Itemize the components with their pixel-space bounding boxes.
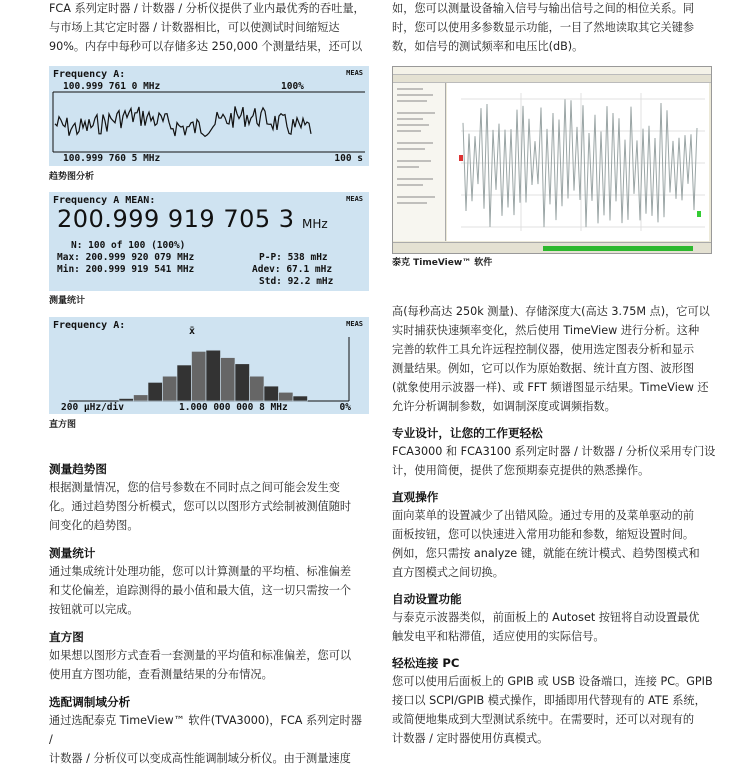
section-heading: 专业设计，让您的工作更轻松 bbox=[392, 426, 543, 440]
section-line: 直方图模式之间切换。 bbox=[392, 566, 504, 579]
section-heading: 自动设置功能 bbox=[392, 592, 462, 606]
section-line: 例如，您只需按 analyze 键，就能在统计模式、趋势图模式和 bbox=[392, 547, 700, 560]
section-line: 如果想以图形方式查看一套测量的平均值和标准偏差，您可以 bbox=[49, 649, 352, 662]
section-line: 计数器 / 定时器使用仿真模式。 bbox=[392, 732, 549, 745]
section-line: 或简便地集成到大型测试系统中。在需要时，还可以对现有的 bbox=[392, 713, 695, 726]
histogram-bar bbox=[279, 392, 294, 401]
stats-display bbox=[49, 192, 369, 291]
section-heading: 测量统计 bbox=[49, 546, 96, 560]
trend-bottom-value: 100.999 760 5 MHz bbox=[63, 153, 161, 164]
section-line: 面向菜单的设置减少了出错风险。通过专用的及菜单驱动的前 bbox=[392, 509, 695, 522]
trend-bottom-time: 100 s bbox=[334, 153, 363, 164]
section-line: 使用直方图功能，查看测量结果的分布情况。 bbox=[49, 668, 273, 681]
section-line: 和艾伦偏差，追踪测得的最小值和最大值，这一切只需按一个 bbox=[49, 584, 352, 597]
section-heading: 选配调制域分析 bbox=[49, 695, 131, 709]
hist-meas: MEAS bbox=[346, 320, 363, 328]
tv-side-panel bbox=[393, 83, 446, 241]
body-line: 完善的软件工具允许远程控制仪器，使用选定图表分析和显示 bbox=[392, 343, 695, 356]
trend-plot bbox=[49, 66, 369, 166]
hist-title: Frequency A: bbox=[53, 320, 126, 331]
section-line: 间变化的趋势图。 bbox=[49, 519, 139, 532]
stats-big-value: 200.999 919 705 3 bbox=[57, 205, 295, 233]
body-line: 测量结果。例如，它可以作为原始数据、统计直方图、波形图 bbox=[392, 362, 695, 375]
tv-statusbar bbox=[393, 242, 711, 254]
intro-line: 数，如信号的测试频率和电压比(dB)。 bbox=[392, 40, 584, 53]
hist-pct: 0% bbox=[339, 402, 351, 413]
left-sections bbox=[49, 461, 369, 768]
section-line: FCA3000 和 FCA3100 系列定时器 / 计数器 / 分析仪采用专门设 bbox=[392, 445, 716, 458]
stats-pp: P-P: 538 mHz bbox=[259, 252, 328, 263]
stats-max: Max: 200.999 920 079 MHz bbox=[57, 252, 195, 263]
section-line: 接口以 SCPI/GPIB 模式操作，即插即用代替现有的 ATE 系统， bbox=[392, 694, 706, 707]
section-line: 计，使用简便，提供了您预期泰克提供的熟悉操作。 bbox=[392, 464, 650, 477]
intro-line: 与市场上其它定时器 / 计数器相比，可以使测试时间缩短达 bbox=[49, 21, 340, 34]
tv-menubar bbox=[393, 67, 711, 75]
tv-caption: 泰克 TimeView™ 软件 bbox=[392, 258, 493, 268]
histogram-bar bbox=[221, 358, 236, 401]
trend-meas: MEAS bbox=[346, 69, 363, 77]
section-line: 触发电平和粘滞值，适应使用的实际信号。 bbox=[392, 630, 605, 643]
histogram-bar bbox=[264, 386, 279, 401]
tv-plot-area bbox=[447, 83, 709, 241]
stats-min: Min: 200.999 919 541 MHz bbox=[57, 264, 195, 275]
trend-top-pct: 100% bbox=[281, 81, 304, 92]
stats-n: N: 100 of 100 (100%) bbox=[71, 240, 186, 251]
section-line: 通过选配泰克 TimeView™ 软件(TVA3000)，FCA 系列定时器 / bbox=[49, 714, 362, 746]
body-line: 实时捕获快速频率变化，然后使用 TimeView 进行分析。这种 bbox=[392, 324, 700, 337]
section-line: 与泰克示波器类似，前面板上的 Autoset 按钮将自动设置最优 bbox=[392, 611, 700, 624]
histogram-bar bbox=[177, 365, 192, 401]
histogram-plot bbox=[49, 317, 369, 414]
body-line: (就象使用示波器一样)、或 FFT 频谱图显示结果。TimeView 还 bbox=[392, 381, 709, 394]
intro-line: 如，您可以测量设备输入信号与输出信号之间的相位关系。同 bbox=[392, 2, 695, 15]
section-line: 面板按钮，您可以快速进入常用功能和参数，缩短设置时间。 bbox=[392, 528, 695, 541]
hist-scale: 200 µHz/div bbox=[61, 402, 124, 413]
section-line: 根据测量情况，您的信号参数在不同时点之间可能会发生变 bbox=[49, 481, 340, 494]
trend-display bbox=[49, 66, 369, 166]
trend-caption: 趋势图分析 bbox=[49, 172, 95, 182]
hist-marker: x̄ bbox=[189, 326, 196, 337]
intro-line: 90%。内存中每秒可以存储多达 250,000 个测量结果，还可以 bbox=[49, 40, 363, 53]
intro-line: 时，您可以使用多参数显示功能，一目了然地读取其它关键参 bbox=[392, 21, 695, 34]
stats-std: Std: 92.2 mHz bbox=[259, 276, 334, 287]
hist-center: 1.000 000 000 8 MHz bbox=[179, 402, 288, 413]
section-line: 按钮就可以完成。 bbox=[49, 603, 139, 616]
histogram-bar bbox=[250, 376, 265, 401]
trend-top-value: 100.999 761 0 MHz bbox=[63, 81, 161, 92]
histogram-bar bbox=[163, 376, 178, 401]
intro-line: FCA 系列定时器 / 计数器 / 分析仪提供了业内最优秀的吞吐量， bbox=[49, 2, 365, 15]
trend-title: Frequency A: bbox=[53, 69, 126, 80]
section-heading: 直方图 bbox=[49, 630, 84, 644]
histogram-bar bbox=[235, 364, 250, 401]
histogram-bar bbox=[293, 396, 308, 401]
stats-title: Frequency A MEAN: bbox=[53, 195, 156, 206]
section-line: 通过集成统计处理功能，您可以计算测量的平均植、标准偏差 bbox=[49, 565, 352, 578]
stats-unit: MHz bbox=[302, 217, 328, 231]
hist-caption: 直方图 bbox=[49, 420, 77, 430]
histogram-bar bbox=[206, 350, 221, 401]
tv-toolbar bbox=[393, 75, 711, 83]
section-heading: 测量趋势图 bbox=[49, 462, 107, 476]
stats-adev: Adev: 67.1 mHz bbox=[252, 264, 333, 275]
histogram-bar bbox=[119, 399, 134, 402]
left-intro bbox=[49, 0, 369, 56]
section-line: 化。通过趋势图分析模式，您可以以图形方式绘制被测值随时 bbox=[49, 500, 352, 513]
right-intro bbox=[392, 0, 717, 56]
body-line: 允许分析调制参数，如调制深度或调频指数。 bbox=[392, 400, 616, 413]
histogram-display bbox=[49, 317, 369, 414]
histogram-bar bbox=[148, 382, 163, 401]
stats-meas: MEAS bbox=[346, 195, 363, 203]
timeview-screenshot bbox=[392, 66, 712, 254]
histogram-bar bbox=[134, 395, 149, 401]
right-body bbox=[392, 302, 717, 748]
section-heading: 直观操作 bbox=[392, 490, 439, 504]
body-line: 高(每秒高达 250k 测量)、存储深度大(高达 3.75M 点)，它可以 bbox=[392, 305, 710, 318]
section-heading: 轻松连接 PC bbox=[392, 656, 460, 670]
histogram-bar bbox=[192, 351, 207, 401]
stats-caption: 测量统计 bbox=[49, 296, 86, 306]
section-line: 您可以使用后面板上的 GPIB 或 USB 设备端口，连接 PC。GPIB bbox=[392, 675, 713, 688]
section-line: 计数器 / 分析仪可以变成高性能调制域分析仪。由于测量速度 bbox=[49, 752, 351, 765]
